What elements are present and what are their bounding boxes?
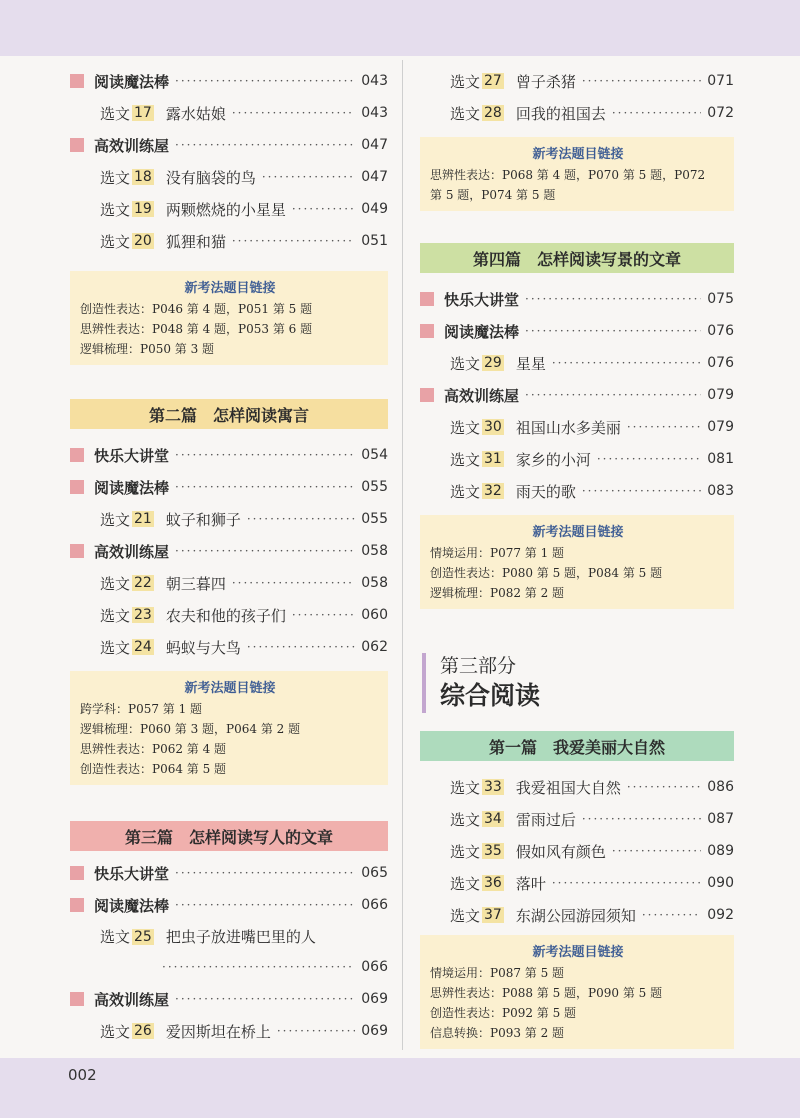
toc-selection-entry[interactable] [70,567,388,599]
selection-prefix: 选文 [100,638,131,657]
selection-title: 把虫子放进嘴巴里的人 [165,927,316,946]
toc-block [70,439,388,663]
toc-selection-entry[interactable] [420,899,734,931]
page-number: 065 [361,865,388,881]
link-box-line: 思辨性表达：P088 第 5 题，P090 第 5 题 [430,986,663,1000]
selection-prefix: 选文 [450,482,481,501]
toc-selection-entry[interactable] [420,771,734,803]
leader-dots [247,512,355,526]
selection-prefix: 选文 [100,232,131,251]
selection-prefix: 选文 [100,510,131,529]
toc-selection-entry[interactable] [420,835,734,867]
section-title: 快乐大讲堂 [94,864,170,883]
part-accent-bar [422,653,426,713]
selection-title: 露水姑娘 [165,104,226,123]
section-title: 高效训练屋 [94,136,170,155]
toc-section-entry[interactable] [70,471,388,503]
page-number: 069 [361,1023,388,1039]
leader-dots [582,74,701,88]
page-number: 069 [361,991,388,1007]
leader-dots [552,356,701,370]
toc-selection-entry[interactable] [70,225,388,257]
selection-title: 家乡的小河 [515,450,591,469]
link-box-line: 情境运用：P087 第 5 题 [430,966,565,980]
toc-section-entry[interactable] [420,315,734,347]
selection-title: 东湖公园游园须知 [515,906,636,925]
section-title: 阅读魔法棒 [444,322,520,341]
selection-title: 曾子杀猪 [515,72,576,91]
page-number: 043 [361,105,388,121]
leader-dots [175,74,355,88]
page-number: 066 [361,959,388,975]
selection-number: 17 [134,105,152,121]
toc-selection-entry[interactable] [70,503,388,535]
part-label: 第三部分 [440,655,517,677]
toc-selection-entry[interactable] [420,867,734,899]
link-box-line: 情境运用：P077 第 1 题 [430,546,565,560]
leader-dots [292,608,355,622]
selection-number: 35 [484,843,502,859]
selection-prefix: 选文 [100,104,131,123]
page-number: 079 [707,387,734,403]
toc-selection-entry[interactable] [420,475,734,507]
page-number: 047 [361,169,388,185]
column-divider [402,60,403,1050]
leader-dots [175,992,355,1006]
leader-dots [232,576,355,590]
selection-prefix: 选文 [100,606,131,625]
link-box-line: 创造性表达：P092 第 5 题 [430,1006,577,1020]
toc-selection-entry[interactable] [420,347,734,379]
selection-number: 22 [134,575,152,591]
link-box-title: 新考法题目链接 [184,681,276,696]
section-marker-icon [70,138,84,152]
selection-prefix: 选文 [450,104,481,123]
top-band [0,0,800,56]
selection-title: 落叶 [515,874,546,893]
selection-number: 27 [484,73,502,89]
page-number: 076 [707,323,734,339]
selection-number: 23 [134,607,152,623]
link-box-line: 思辨性表达：P062 第 4 题 [80,742,227,756]
section-title: 快乐大讲堂 [444,290,520,309]
link-box-title: 新考法题目链接 [184,281,276,296]
section-title: 高效训练屋 [444,386,520,405]
toc-continuation[interactable] [70,951,388,983]
page-number: 071 [707,73,734,89]
link-box-line: 思辨性表达：P068 第 4 题，P070 第 5 题，P072 [430,168,706,182]
selection-number: 19 [134,201,152,217]
leader-dots [582,812,701,826]
section-title: 阅读魔法棒 [94,72,170,91]
link-box-line: 思辨性表达：P048 第 4 题，P053 第 6 题 [80,322,313,336]
selection-number: 21 [134,511,152,527]
toc-block [70,983,388,1047]
page-number: 049 [361,201,388,217]
link-box-line: 信息转换：P093 第 2 题 [430,1026,565,1040]
page-number: 060 [361,607,388,623]
page-number: 051 [361,233,388,249]
selection-number: 18 [134,169,152,185]
selection-title: 雷雨过后 [515,810,576,829]
selection-title: 没有脑袋的鸟 [165,168,256,187]
section-marker-icon [70,480,84,494]
section-marker-icon [70,448,84,462]
section-title: 高效训练屋 [94,542,170,561]
link-box-title: 新考法题目链接 [532,147,624,162]
page-number: 047 [361,137,388,153]
toc-selection-entry[interactable] [420,411,734,443]
selection-title: 雨天的歌 [515,482,576,501]
selection-prefix: 选文 [100,574,131,593]
page-number: 081 [707,451,734,467]
chapter-heading[interactable]: 第四篇 怎样阅读写景的文章 [420,243,734,273]
link-box-line: 创造性表达：P064 第 5 题 [80,762,227,776]
page-number: 043 [361,73,388,89]
selection-title: 两颗燃烧的小星星 [165,200,286,219]
selection-number: 29 [484,355,502,371]
toc-selection-entry[interactable] [70,161,388,193]
chapter-heading[interactable]: 第二篇 怎样阅读寓言 [70,399,388,429]
page-number: 058 [361,543,388,559]
link-box-line: 跨学科：P057 第 1 题 [80,702,203,716]
selection-title: 爱因斯坦在桥上 [165,1022,271,1041]
selection-number: 37 [484,907,502,923]
page-number-footer: 002 [68,1066,97,1084]
part-heading [422,653,734,713]
page-number: 055 [361,479,388,495]
selection-number: 32 [484,483,502,499]
bottom-band [0,1058,800,1118]
link-box-line: 创造性表达：P080 第 5 题，P084 第 5 题 [430,566,663,580]
selection-title: 农夫和他的孩子们 [165,606,286,625]
leader-dots [175,480,355,494]
section-title: 阅读魔法棒 [94,478,170,497]
selection-number: 24 [134,639,152,655]
selection-number: 36 [484,875,502,891]
page-number: 054 [361,447,388,463]
selection-number: 25 [134,929,152,945]
page-number: 083 [707,483,734,499]
new-exam-link-box [420,515,734,609]
section-title: 快乐大讲堂 [94,446,170,465]
selection-number: 20 [134,233,152,249]
section-marker-icon [70,992,84,1006]
toc-selection-entry[interactable] [70,97,388,129]
selection-number: 30 [484,419,502,435]
toc-block [420,771,734,931]
toc-section-entry[interactable] [420,283,734,315]
selection-title: 狐狸和猫 [165,232,226,251]
link-box-line: 逻辑梳理：P060 第 3 题，P064 第 2 题 [80,722,301,736]
leader-dots [582,484,701,498]
toc-selection-entry[interactable] [420,443,734,475]
selection-prefix: 选文 [450,450,481,469]
selection-prefix: 选文 [100,927,131,946]
toc-section-entry[interactable] [70,983,388,1015]
left-column [70,65,388,1047]
leader-dots [292,202,355,216]
new-exam-link-box [420,137,734,211]
new-exam-link-box [420,935,734,1049]
toc-selection-entry[interactable] [70,599,388,631]
toc-selection-entry[interactable] [420,65,734,97]
selection-number: 26 [134,1023,152,1039]
section-marker-icon [70,74,84,88]
selection-title: 假如风有颜色 [515,842,606,861]
leader-dots [175,866,355,880]
leader-dots [627,420,701,434]
selection-number: 34 [484,811,502,827]
leader-dots [247,640,355,654]
part-title: 综合阅读 [440,681,541,710]
selection-title: 朝三暮四 [165,574,226,593]
toc-section-entry[interactable] [70,65,388,97]
toc-selection-entry[interactable] [70,631,388,663]
link-box-line: 逻辑梳理：P082 第 2 题 [430,586,565,600]
page-number: 092 [707,907,734,923]
section-marker-icon [70,898,84,912]
section-title: 高效训练屋 [94,990,170,1009]
link-box-line: 逻辑梳理：P050 第 3 题 [80,342,215,356]
toc-section-entry[interactable] [70,857,388,889]
page-number: 076 [707,355,734,371]
selection-title: 我爱祖国大自然 [515,778,621,797]
toc-selection-entry[interactable] [70,193,388,225]
section-marker-icon [70,866,84,880]
selection-prefix: 选文 [450,72,481,91]
toc-section-entry[interactable] [420,379,734,411]
toc-section-entry[interactable] [70,439,388,471]
selection-prefix: 选文 [100,168,131,187]
selection-prefix: 选文 [450,874,481,893]
selection-prefix: 选文 [100,200,131,219]
selection-number: 28 [484,105,502,121]
leader-dots [232,234,355,248]
leader-dots [552,876,701,890]
page-number: 055 [361,511,388,527]
leader-dots [175,544,355,558]
leader-dots [175,138,355,152]
leader-dots [525,388,701,402]
toc-selection-wrapped[interactable] [70,921,388,951]
link-box-title: 新考法题目链接 [532,525,624,540]
page-number: 072 [707,105,734,121]
leader-dots [642,908,701,922]
toc-section-entry[interactable] [70,535,388,567]
leader-dots [612,106,701,120]
selection-title: 回我的祖国去 [515,104,606,123]
section-marker-icon [420,292,434,306]
selection-title: 蚊子和狮子 [165,510,241,529]
leader-dots [525,292,701,306]
section-marker-icon [70,544,84,558]
selection-prefix: 选文 [450,842,481,861]
page-number: 058 [361,575,388,591]
toc-block [420,283,734,507]
section-title: 阅读魔法棒 [94,896,170,915]
page-number: 089 [707,843,734,859]
page-number: 087 [707,811,734,827]
toc-selection-entry[interactable] [70,1015,388,1047]
toc-section-entry[interactable] [70,889,388,921]
toc-section-entry[interactable] [70,129,388,161]
leader-dots [232,106,355,120]
section-marker-icon [420,324,434,338]
new-exam-link-box [70,271,388,365]
toc-block [420,65,734,129]
link-box-line: 第 5 题，P074 第 5 题 [430,188,556,202]
page-number: 075 [707,291,734,307]
selection-prefix: 选文 [450,354,481,373]
leader-dots [175,448,355,462]
toc-selection-entry[interactable] [420,803,734,835]
right-column [420,65,734,1049]
selection-prefix: 选文 [450,810,481,829]
link-box-line: 创造性表达：P046 第 4 题，P051 第 5 题 [80,302,313,316]
page-number: 090 [707,875,734,891]
selection-prefix: 选文 [450,906,481,925]
selection-title: 蚂蚁与大鸟 [165,638,241,657]
selection-prefix: 选文 [450,778,481,797]
chapter-heading[interactable]: 第一篇 我爱美丽大自然 [420,731,734,761]
leader-dots [525,324,701,338]
new-exam-link-box [70,671,388,785]
link-box-title: 新考法题目链接 [532,945,624,960]
selection-number: 31 [484,451,502,467]
selection-number: 33 [484,779,502,795]
chapter-heading[interactable]: 第三篇 怎样阅读写人的文章 [70,821,388,851]
page-number: 062 [361,639,388,655]
section-marker-icon [420,388,434,402]
leader-dots [627,780,701,794]
leader-dots [277,1024,355,1038]
selection-title: 星星 [515,354,546,373]
page-number: 086 [707,779,734,795]
selection-prefix: 选文 [100,1022,131,1041]
page-number: 079 [707,419,734,435]
leader-dots [162,960,355,974]
page-number: 066 [361,897,388,913]
toc-block [70,65,388,257]
leader-dots [175,898,355,912]
leader-dots [597,452,701,466]
selection-title: 祖国山水多美丽 [515,418,621,437]
leader-dots [262,170,355,184]
leader-dots [612,844,701,858]
toc-block [70,857,388,921]
toc-selection-entry[interactable] [420,97,734,129]
selection-prefix: 选文 [450,418,481,437]
